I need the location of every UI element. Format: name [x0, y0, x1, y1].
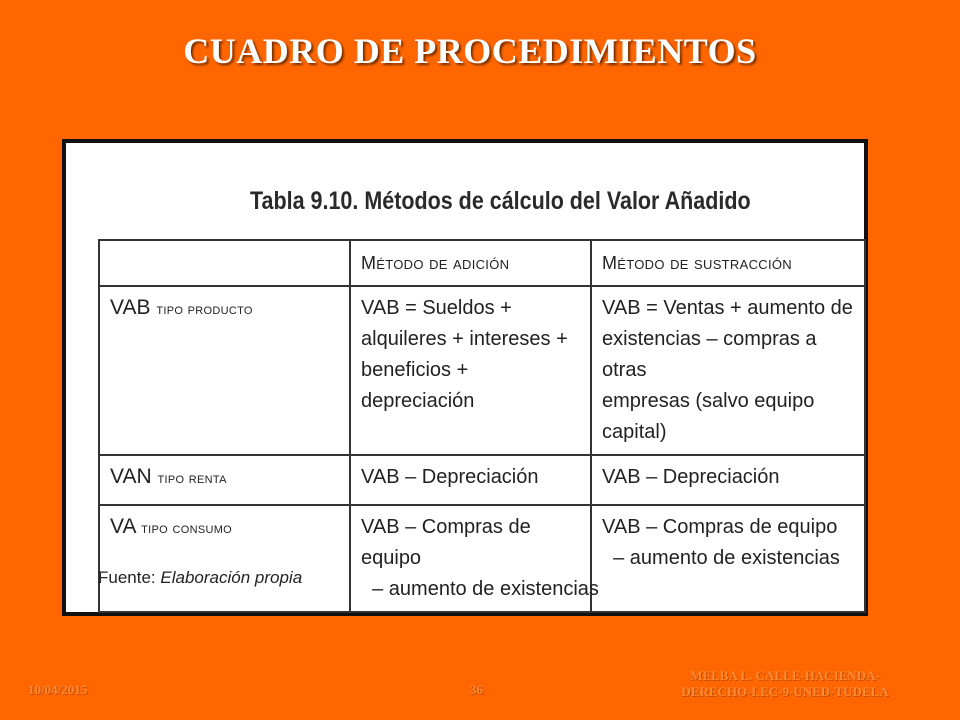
row-label-sub: tipo producto	[156, 301, 253, 318]
footer-author-line: MELBA L. CALLE-HACIENDA-	[690, 668, 880, 683]
source-text: Elaboración propia	[160, 568, 303, 587]
row-label-main: VAB	[110, 296, 151, 319]
cell-vab-sustraccion	[591, 286, 865, 455]
column-header-sustraccion: Método de sustracción	[591, 240, 865, 286]
row-label-van	[99, 455, 350, 505]
source-note	[98, 568, 302, 588]
cell-line: VAB – Compras de equipo	[361, 516, 531, 569]
cell-line: VAB – Depreciación	[361, 466, 539, 488]
cell-va-sustraccion	[591, 505, 865, 612]
cell-van-adicion	[350, 455, 591, 505]
footer-author-line: DERECHO-LEC-9-UNED-TUDELA	[681, 684, 889, 699]
table-row	[99, 505, 865, 612]
source-label: Fuente:	[98, 568, 156, 587]
row-label-main: VAN	[110, 465, 152, 488]
row-label-vab	[99, 286, 350, 455]
cell-line: VAB – Depreciación	[602, 466, 780, 488]
methods-table	[98, 239, 866, 613]
row-label-main: VA	[110, 515, 136, 538]
cell-line: – aumento de existencias	[361, 578, 599, 600]
cell-line: beneficios + depreciación	[361, 359, 475, 412]
cell-line: existencias – compras a otras	[602, 328, 817, 381]
footer-page-number: 36	[470, 682, 483, 697]
column-header-empty	[99, 240, 350, 286]
cell-line: VAB – Compras de equipo	[602, 516, 838, 538]
cell-line: empresas (salvo equipo capital)	[602, 390, 815, 443]
table-row	[99, 286, 865, 455]
cell-line: alquileres + intereses +	[361, 328, 568, 350]
row-label-sub: tipo renta	[157, 470, 227, 487]
cell-line: VAB = Ventas + aumento de	[602, 297, 853, 319]
table-header-row	[99, 240, 865, 286]
table-caption: Tabla 9.10. Métodos de cálculo del Valor Añadido	[250, 187, 751, 215]
cell-va-adicion	[350, 505, 599, 612]
table-row	[99, 455, 865, 505]
row-label-sub: tipo consumo	[141, 520, 233, 537]
table-image	[62, 139, 868, 616]
cell-line: VAB = Sueldos +	[361, 297, 512, 319]
cell-van-sustraccion	[591, 455, 865, 505]
footer-author	[650, 668, 920, 700]
row-label-va	[99, 505, 350, 612]
footer-date: 10/04/2015	[28, 682, 88, 697]
slide-title: CUADRO DE PROCEDIMIENTOS	[183, 31, 757, 71]
cell-vab-adicion	[350, 286, 591, 455]
column-header-adicion: Método de adición	[350, 240, 591, 286]
cell-line: – aumento de existencias	[602, 547, 840, 569]
